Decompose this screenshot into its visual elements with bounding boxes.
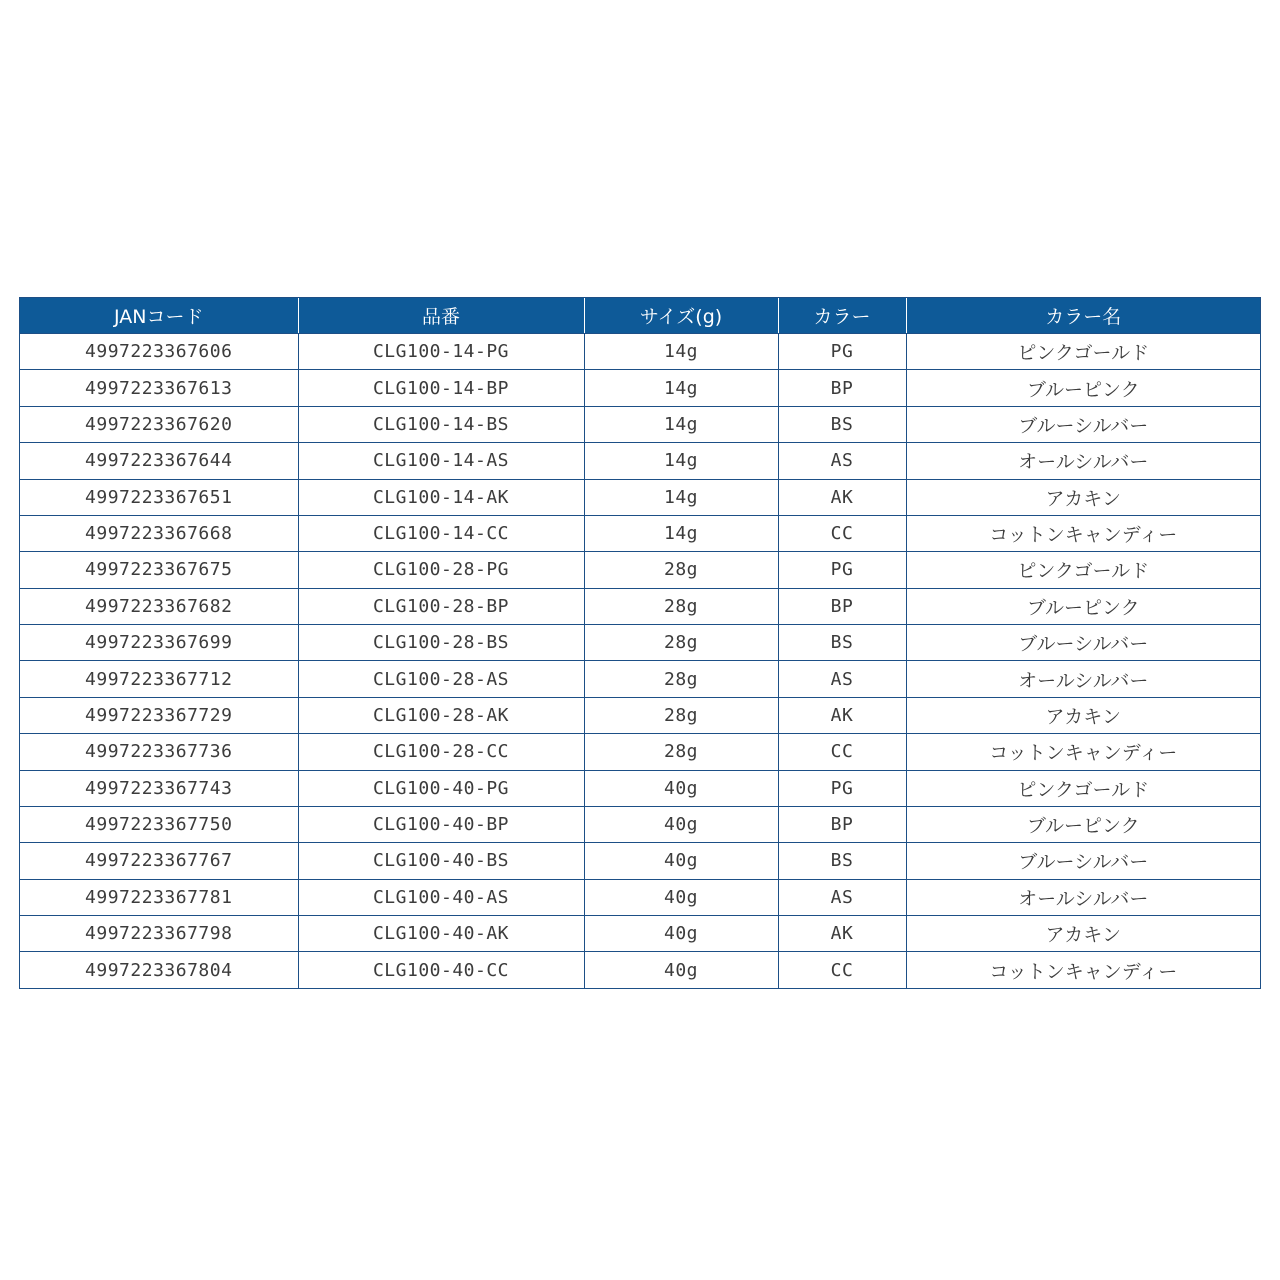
cell-jan-code: 4997223367798 [20,916,298,952]
cell-size: 14g [584,515,778,551]
cell-color-name: コットンキャンディー [906,734,1260,770]
cell-size: 28g [584,588,778,624]
cell-color: CC [778,515,906,551]
cell-jan-code: 4997223367750 [20,806,298,842]
table-body [20,334,1260,989]
cell-product-number: CLG100-40-CC [298,952,584,988]
cell-size: 40g [584,952,778,988]
cell-jan-code: 4997223367781 [20,879,298,915]
cell-product-number: CLG100-14-AS [298,443,584,479]
cell-color: AS [778,879,906,915]
cell-color-name: ブルーシルバー [906,843,1260,879]
cell-product-number: CLG100-28-PG [298,552,584,588]
cell-color-name: アカキン [906,916,1260,952]
cell-color: PG [778,770,906,806]
cell-color: CC [778,952,906,988]
cell-product-number: CLG100-28-AK [298,697,584,733]
cell-product-number: CLG100-28-BS [298,625,584,661]
table-row [20,370,1260,406]
cell-color-name: ブルーピンク [906,806,1260,842]
cell-jan-code: 4997223367699 [20,625,298,661]
cell-color: AK [778,697,906,733]
cell-size: 14g [584,370,778,406]
cell-size: 40g [584,770,778,806]
table-row [20,334,1260,370]
table-row [20,406,1260,442]
cell-jan-code: 4997223367712 [20,661,298,697]
cell-product-number: CLG100-14-AK [298,479,584,515]
cell-color-name: ブルーシルバー [906,625,1260,661]
cell-jan-code: 4997223367606 [20,334,298,370]
cell-color-name: オールシルバー [906,661,1260,697]
cell-color: AS [778,443,906,479]
cell-size: 28g [584,734,778,770]
cell-jan-code: 4997223367743 [20,770,298,806]
table-row [20,443,1260,479]
cell-size: 28g [584,697,778,733]
cell-jan-code: 4997223367736 [20,734,298,770]
cell-jan-code: 4997223367767 [20,843,298,879]
cell-product-number: CLG100-40-AK [298,916,584,952]
cell-jan-code: 4997223367668 [20,515,298,551]
cell-color: BS [778,843,906,879]
header-row [20,298,1260,334]
cell-product-number: CLG100-40-PG [298,770,584,806]
table-row [20,515,1260,551]
cell-product-number: CLG100-28-AS [298,661,584,697]
cell-size: 40g [584,806,778,842]
cell-size: 28g [584,552,778,588]
cell-color-name: ブルーピンク [906,588,1260,624]
cell-color: AS [778,661,906,697]
cell-color: AK [778,916,906,952]
table-row [20,625,1260,661]
cell-color: PG [778,334,906,370]
cell-size: 40g [584,843,778,879]
table-row [20,734,1260,770]
cell-product-number: CLG100-40-AS [298,879,584,915]
cell-color: BP [778,370,906,406]
table-row [20,661,1260,697]
cell-jan-code: 4997223367729 [20,697,298,733]
cell-color-name: ピンクゴールド [906,334,1260,370]
cell-color-name: ブルーピンク [906,370,1260,406]
table-header [20,298,1260,334]
header-product-number: 品番 [298,298,584,334]
cell-jan-code: 4997223367644 [20,443,298,479]
header-size: サイズ(g) [584,298,778,334]
cell-color-name: コットンキャンディー [989,960,1178,983]
cell-product-number: CLG100-14-BS [298,406,584,442]
cell-product-number: CLG100-14-PG [298,334,584,370]
cell-color: PG [778,552,906,588]
cell-size: 14g [584,334,778,370]
cell-color-name: アカキン [906,479,1260,515]
cell-size: 14g [584,406,778,442]
table-row [20,552,1260,588]
cell-size: 14g [584,443,778,479]
table-row [20,843,1260,879]
cell-color-name: ピンクゴールド [906,552,1260,588]
cell-color: BS [778,406,906,442]
product-table [20,298,1260,988]
cell-size: 28g [584,625,778,661]
cell-jan-code: 4997223367613 [20,370,298,406]
cell-color-name: オールシルバー [906,879,1260,915]
cell-size: 40g [584,879,778,915]
cell-color: BS [778,625,906,661]
table-row [20,916,1260,952]
cell-color-name: アカキン [906,697,1260,733]
product-table-container [19,297,1261,989]
cell-color: AK [778,479,906,515]
cell-jan-code: 4997223367620 [20,406,298,442]
table-row [20,806,1260,842]
cell-color-name: ブルーシルバー [906,406,1260,442]
cell-color-name: コットンキャンディー [906,515,1260,551]
cell-jan-code: 4997223367804 [20,952,298,988]
cell-jan-code: 4997223367682 [20,588,298,624]
table-row [20,479,1260,515]
table-row [20,588,1260,624]
cell-color: BP [778,806,906,842]
cell-product-number: CLG100-40-BS [298,843,584,879]
cell-product-number: CLG100-28-CC [298,734,584,770]
cell-size: 14g [584,479,778,515]
cell-color: BP [778,588,906,624]
cell-product-number: CLG100-28-BP [298,588,584,624]
header-color-name: カラー名 [906,298,1260,334]
cell-jan-code: 4997223367675 [20,552,298,588]
table-row [20,952,1260,988]
cell-color: CC [778,734,906,770]
header-color: カラー [778,298,906,334]
cell-size: 28g [584,661,778,697]
cell-product-number: CLG100-40-BP [298,806,584,842]
cell-jan-code: 4997223367651 [20,479,298,515]
cell-color-name: オールシルバー [906,443,1260,479]
table-row [20,770,1260,806]
cell-color-name: ピンクゴールド [906,770,1260,806]
header-jan-code: JANコード [20,298,298,334]
cell-size: 40g [584,916,778,952]
cell-product-number: CLG100-14-CC [298,515,584,551]
table-row [20,697,1260,733]
table-row [20,879,1260,915]
cell-product-number: CLG100-14-BP [298,370,584,406]
